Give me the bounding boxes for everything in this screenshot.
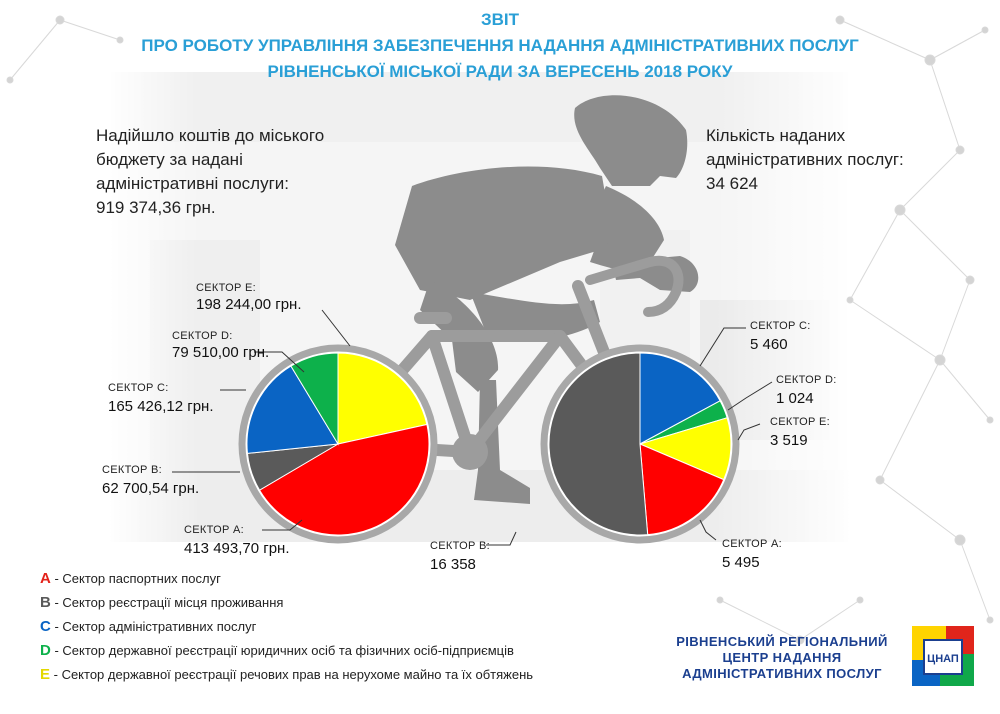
legend-key-e: E [40,666,51,683]
right-value-sector-d: 1 024 [776,390,814,407]
legend-text-e: - Сектор державної реєстрації речових прав на нерухоме майно та їх обтяжень [50,667,534,682]
left-value-sector-a: 413 493,70 грн. [184,540,290,557]
legend-key-a: A [40,570,51,587]
right-label-sector-c: СЕКТОР С: [750,320,811,332]
right-label-sector-d: СЕКТОР D: [776,374,837,386]
legend-key-d: D [40,642,51,659]
report-title: ЗВІТ [480,10,520,29]
services-label-line1: Кількість наданих [706,126,846,145]
legend-item-c [40,618,256,635]
legend-text-c: - Сектор адміністративних послуг [50,619,257,634]
right-label-sector-a: СЕКТОР А: [722,538,782,550]
services-label-line2: адміністративних послуг: [706,150,904,169]
left-label-sector-e: СЕКТОР Е: [196,282,256,294]
left-value-sector-c: 165 426,12 грн. [108,398,214,415]
budget-label-line3: адміністративні послуги: [96,174,290,193]
org-name-line1: РІВНЕНСЬКИЙ РЕГІОНАЛЬНИЙ [676,634,888,649]
left-label-sector-b: СЕКТОР В: [102,464,162,476]
legend-item-a [40,570,221,587]
pie-chart-services [549,353,731,535]
legend-key-b: B [40,594,51,611]
legend-text-d: - Сектор державної реєстрації юридичних осіб та фізичних осіб-підприємців [50,643,514,658]
left-value-sector-d: 79 510,00 грн. [172,344,270,361]
logo-text: ЦНАП [927,653,959,665]
left-value-sector-b: 62 700,54 грн. [102,480,200,497]
legend-item-e [40,666,533,683]
right-label-sector-e: СЕКТОР Е: [770,416,830,428]
legend-text-b: - Сектор реєстрації місця проживання [50,595,284,610]
org-name-line2: ЦЕНТР НАДАННЯ [722,650,842,665]
org-name-line3: АДМІНІСТРАТИВНИХ ПОСЛУГ [682,666,882,681]
services-total: 34 624 [706,174,758,193]
crank [452,434,488,470]
cnap-logo [912,626,974,686]
left-label-sector-a: СЕКТОР А: [184,524,244,536]
left-label-sector-c: СЕКТОР С: [108,382,169,394]
budget-label-line1: Надійшло коштів до міського [96,126,325,145]
right-value-sector-e: 3 519 [770,432,808,449]
report-subtitle-line2: РІВНЕНСЬКОЇ МІСЬКОЇ РАДИ ЗА ВЕРЕСЕНЬ 2018 РОКУ [267,62,733,81]
left-label-sector-d: СЕКТОР D: [172,330,233,342]
legend-item-d [40,642,514,659]
right-value-sector-a: 5 495 [722,554,760,571]
legend-key-c: C [40,618,51,635]
left-value-sector-e: 198 244,00 грн. [196,296,302,313]
legend-text-a: - Сектор паспортних послуг [50,571,221,586]
right-value-sector-c: 5 460 [750,336,788,353]
budget-total: 919 374,36 грн. [96,198,216,217]
legend-item-b [40,594,283,611]
pie-chart-revenue [247,353,429,535]
budget-label-line2: бюджету за надані [96,150,243,169]
right-label-sector-b: СЕКТОР В: [430,540,490,552]
right-value-sector-b: 16 358 [430,556,476,573]
report-subtitle-line1: ПРО РОБОТУ УПРАВЛІННЯ ЗАБЕЗПЕЧЕННЯ НАДАННЯ АДМІНІСТРАТИВНИХ ПОСЛУГ [141,36,859,55]
